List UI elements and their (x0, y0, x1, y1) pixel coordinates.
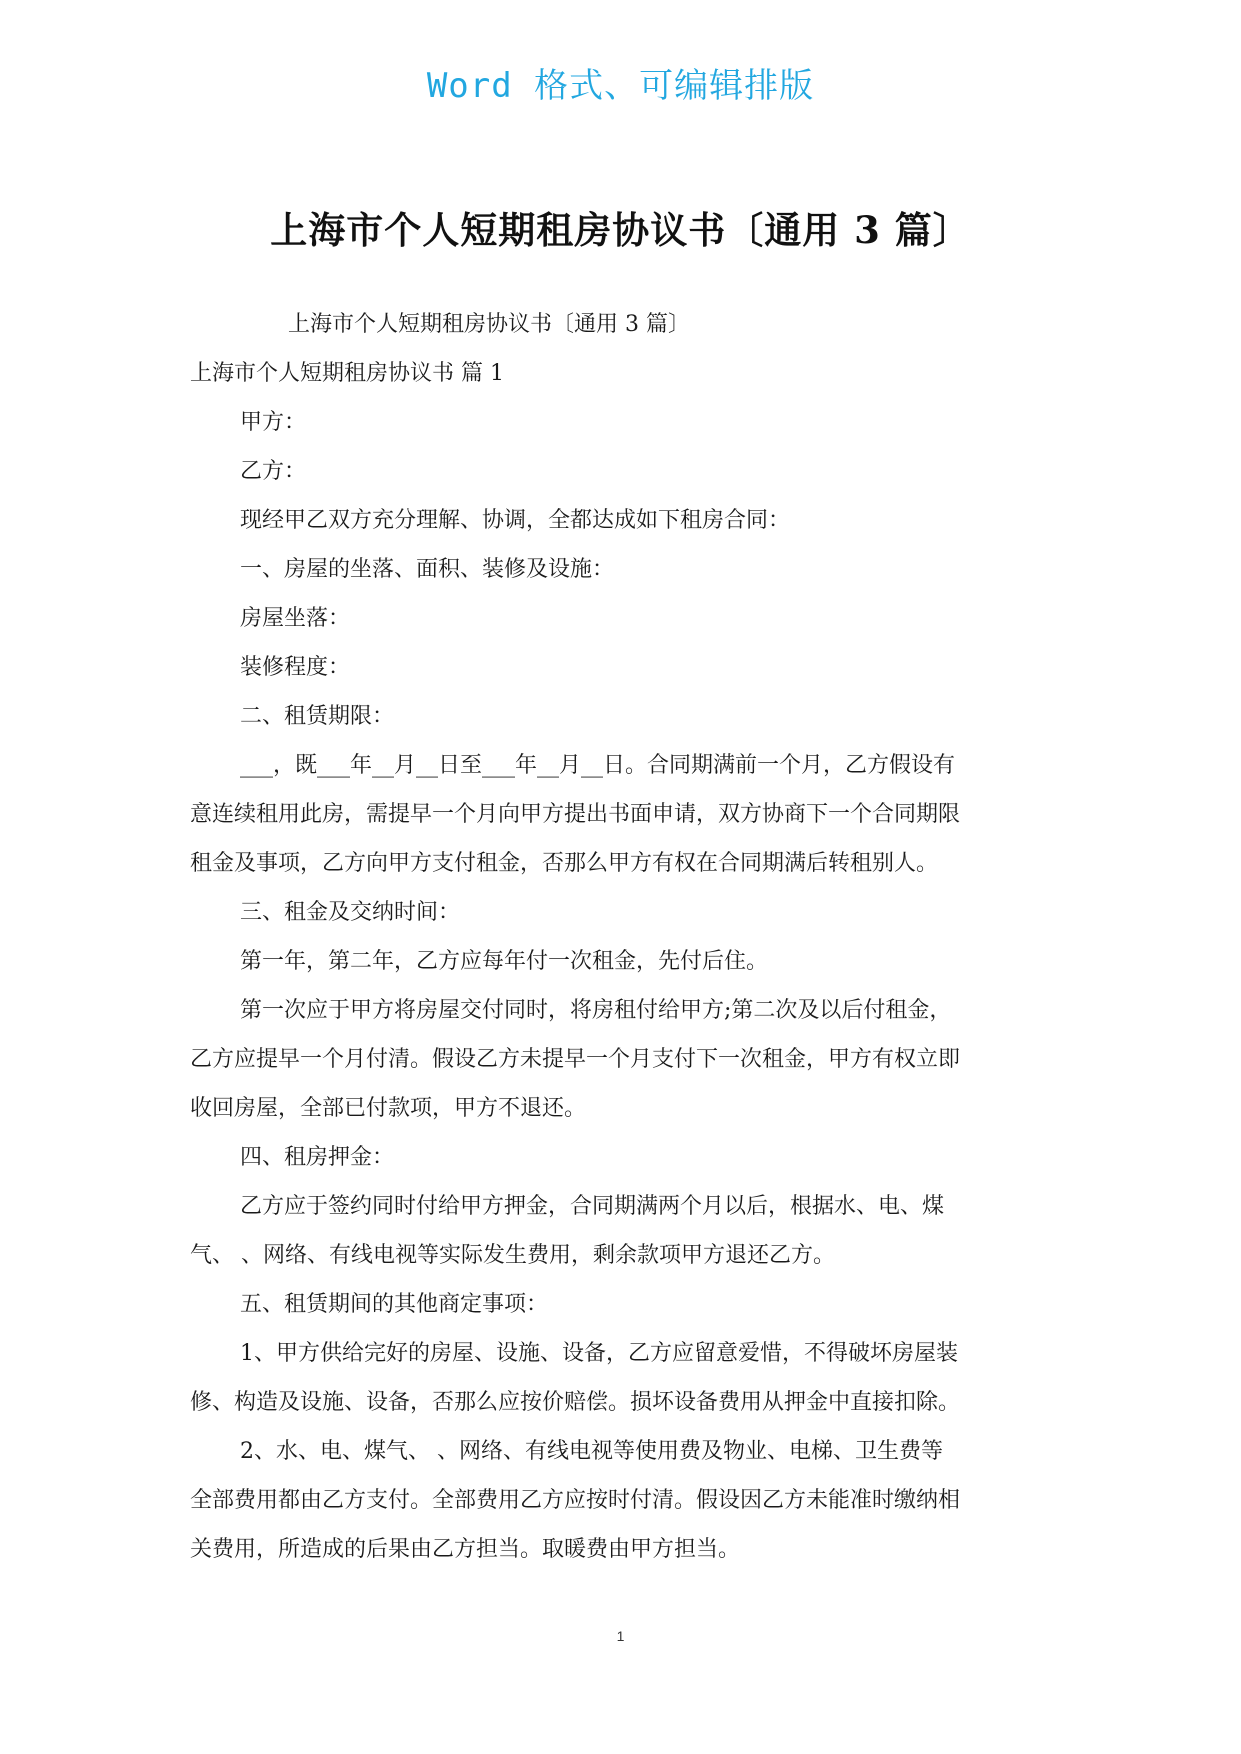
clause-5-heading: 五、租赁期间的其他商定事项： (240, 1292, 549, 1317)
document-title: 上海市个人短期租房协议书〔通用 3 篇〕 (270, 208, 971, 252)
house-location-line: 房屋坐落： (240, 606, 351, 631)
payment-paragraph-line: 乙方应提早一个月付清。假设乙方未提早一个月支付下一次租金，甲方有权立即 (190, 1047, 961, 1072)
party-a-line: 甲方： (240, 410, 307, 435)
term-paragraph-line: 意连续租用此房，需提早一个月向甲方提出书面申请，双方协商下一个合同期限 (190, 802, 961, 827)
payment-paragraph-line: 第一次应于甲方将房屋交付同时，将房租付给甲方;第二次及以后付租金， (240, 998, 952, 1023)
page-number: 1 (616, 1628, 625, 1644)
clause-3-heading: 三、租金及交纳时间： (240, 900, 461, 925)
item-1-line: 1、甲方供给完好的房屋、设施、设备，乙方应留意爱惜，不得破坏房屋装 (240, 1341, 958, 1366)
term-paragraph-line: ___，既___年__月__日至___年__月__日。合同期满前一个月，乙方假设有 (240, 753, 956, 778)
item-1-line: 修、构造及设施、设备，否那么应按价赔偿。损坏设备费用从押金中直接扣除。 (190, 1390, 961, 1415)
item-2-line: 关费用，所造成的后果由乙方担当。取暖费由甲方担当。 (190, 1537, 741, 1562)
clause-4-heading: 四、租房押金： (240, 1145, 395, 1170)
clause-2-heading: 二、租赁期限： (240, 704, 395, 729)
deposit-paragraph-line: 乙方应于签约同时付给甲方押金，合同期满两个月以后，根据水、电、煤 (240, 1194, 945, 1219)
deposit-paragraph-line: 气、 、网络、有线电视等实际发生费用，剩余款项甲方退还乙方。 (190, 1243, 835, 1268)
preamble-paragraph: 现经甲乙双方充分理解、协调，全都达成如下租房合同： (240, 508, 791, 533)
item-2-line: 2、水、电、煤气、 、网络、有线电视等使用费及物业、电梯、卫生费等 (240, 1439, 943, 1464)
term-paragraph-line: 租金及事项，乙方向甲方支付租金，否那么甲方有权在合同期满后转租别人。 (190, 851, 939, 876)
document-body (190, 300, 1070, 1574)
section-heading: 上海市个人短期租房协议书 篇 1 (190, 361, 504, 386)
rent-payment-line: 第一年，第二年，乙方应每年付一次租金，先付后住。 (240, 949, 769, 974)
clause-1-heading: 一、房屋的坐落、面积、装修及设施： (240, 557, 615, 582)
item-2-line: 全部费用都由乙方支付。全部费用乙方应按时付清。假设因乙方未能准时缴纳相 (190, 1488, 961, 1513)
payment-paragraph-line: 收回房屋，全部已付款项，甲方不退还。 (190, 1096, 587, 1121)
decoration-level-line: 装修程度： (240, 655, 351, 680)
document-subtitle: 上海市个人短期租房协议书〔通用 3 篇〕 (288, 312, 690, 337)
watermark-banner: Word 格式、可编辑排版 (426, 66, 815, 106)
party-b-line: 乙方： (240, 459, 307, 484)
